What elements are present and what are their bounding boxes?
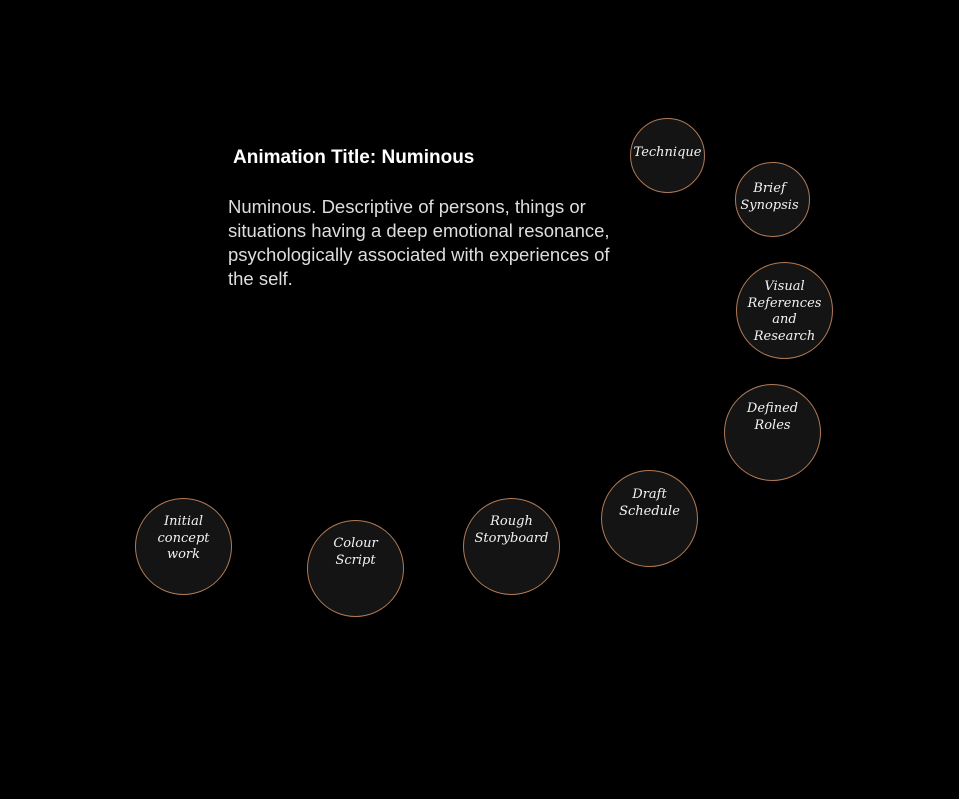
node-draft-schedule[interactable] (601, 470, 698, 567)
node-label-rough-storyboard: Rough Storyboard (474, 514, 549, 546)
title-description: Numinous. Descriptive of persons, things or situations having a deep emotional resonance, psychologically associated with experiences of the self. (228, 196, 610, 289)
node-visual-references[interactable] (736, 262, 833, 359)
node-label-initial-concept-work: Initial concept work (157, 514, 210, 562)
node-technique[interactable] (630, 118, 705, 193)
node-label-visual-references: Visual References and Research (747, 279, 822, 344)
animation-title: Animation Title: Numinous (233, 147, 475, 168)
node-label-draft-schedule: Draft Schedule (619, 487, 680, 519)
node-defined-roles[interactable] (724, 384, 821, 481)
node-colour-script[interactable] (307, 520, 404, 617)
node-label-defined-roles: Defined Roles (746, 401, 799, 433)
node-rough-storyboard[interactable] (463, 498, 560, 595)
node-label-brief-synopsis: Brief Synopsis (740, 181, 799, 213)
node-brief-synopsis[interactable] (735, 162, 810, 237)
node-label-technique: Technique (633, 145, 702, 160)
node-initial-concept-work[interactable] (135, 498, 232, 595)
node-label-colour-script: Colour Script (333, 536, 378, 568)
